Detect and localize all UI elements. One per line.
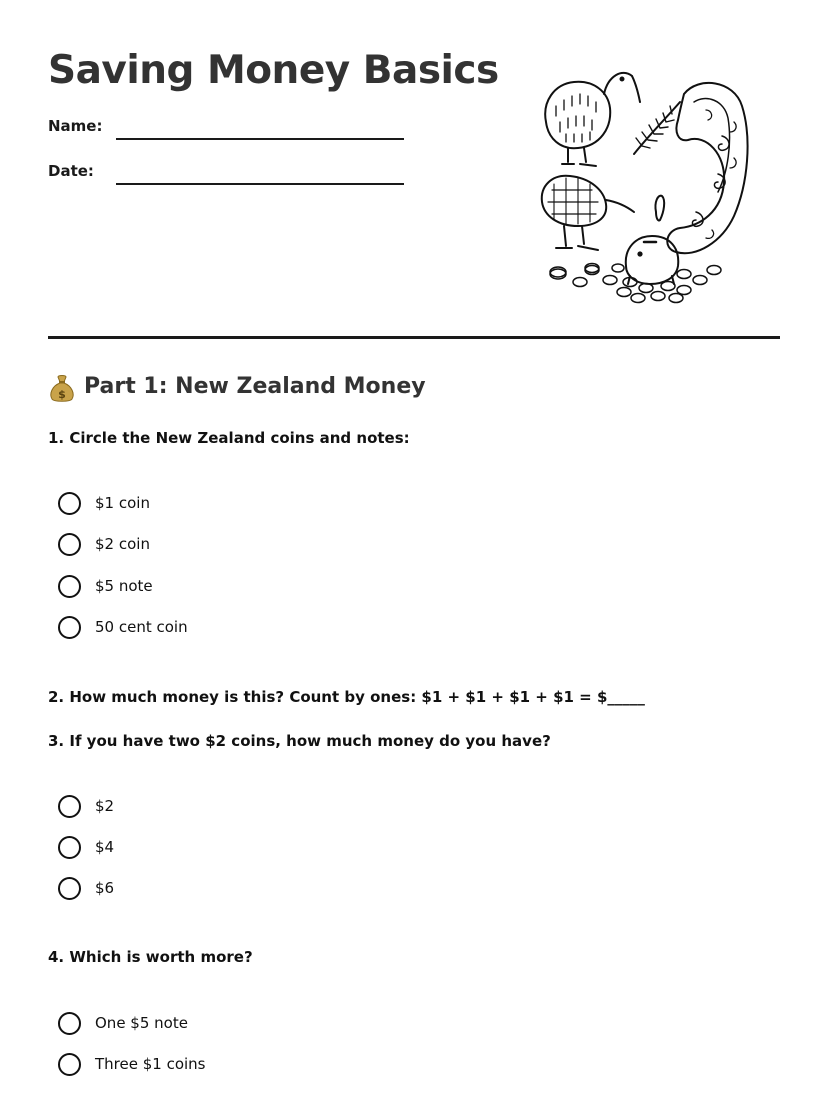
option-label: $2 bbox=[95, 797, 115, 815]
question-1: 1. Circle the New Zealand coins and notes: bbox=[48, 429, 410, 447]
question-3: 3. If you have two $2 coins, how much money do you have? bbox=[48, 732, 551, 750]
q3-option-2[interactable] bbox=[58, 835, 114, 859]
radio-button[interactable] bbox=[58, 795, 81, 818]
coins-pile-illustration bbox=[550, 264, 721, 303]
worksheet-title: Saving Money Basics bbox=[48, 48, 499, 93]
q3-option-1[interactable] bbox=[58, 794, 114, 818]
question-4: 4. Which is worth more? bbox=[48, 948, 253, 966]
option-label: 50 cent coin bbox=[95, 618, 188, 636]
name-label: Name: bbox=[48, 117, 103, 135]
option-label: $1 coin bbox=[95, 494, 150, 512]
radio-button[interactable] bbox=[58, 616, 81, 639]
money-bag-icon bbox=[48, 373, 76, 403]
piggy-bank-illustration bbox=[626, 236, 678, 284]
kiwi-piggy-bank-illustration bbox=[538, 62, 756, 310]
q1-option-3[interactable] bbox=[58, 574, 153, 598]
option-label: One $5 note bbox=[95, 1014, 188, 1032]
name-field-line[interactable] bbox=[116, 138, 404, 140]
kiwi-bird-top-illustration bbox=[545, 73, 640, 166]
koru-pattern-illustration bbox=[667, 83, 747, 253]
option-label: $6 bbox=[95, 879, 115, 897]
date-field-line[interactable] bbox=[116, 183, 404, 185]
radio-button[interactable] bbox=[58, 1053, 81, 1076]
q4-option-2[interactable] bbox=[58, 1052, 206, 1076]
section-title: Part 1: New Zealand Money bbox=[84, 374, 426, 399]
silver-fern-illustration bbox=[634, 102, 680, 154]
q1-option-4[interactable] bbox=[58, 615, 188, 639]
section-divider bbox=[48, 336, 780, 339]
q3-option-3[interactable] bbox=[58, 876, 114, 900]
radio-button[interactable] bbox=[58, 533, 81, 556]
kiwi-bird-bottom-illustration bbox=[542, 176, 634, 250]
radio-button[interactable] bbox=[58, 1012, 81, 1035]
radio-button[interactable] bbox=[58, 877, 81, 900]
option-label: Three $1 coins bbox=[95, 1055, 206, 1073]
radio-button[interactable] bbox=[58, 575, 81, 598]
question-2: 2. How much money is this? Count by ones: $1 + $1 + $1 + $1 = $_____ bbox=[48, 688, 645, 706]
radio-button[interactable] bbox=[58, 492, 81, 515]
option-label: $4 bbox=[95, 838, 115, 856]
falling-coin-illustration bbox=[655, 196, 664, 221]
q1-option-2[interactable] bbox=[58, 532, 150, 556]
option-label: $2 coin bbox=[95, 535, 150, 553]
svg-text:$: $ bbox=[58, 388, 66, 401]
q1-option-1[interactable] bbox=[58, 491, 150, 515]
q4-option-1[interactable] bbox=[58, 1011, 188, 1035]
date-label: Date: bbox=[48, 162, 94, 180]
radio-button[interactable] bbox=[58, 836, 81, 859]
option-label: $5 note bbox=[95, 577, 153, 595]
